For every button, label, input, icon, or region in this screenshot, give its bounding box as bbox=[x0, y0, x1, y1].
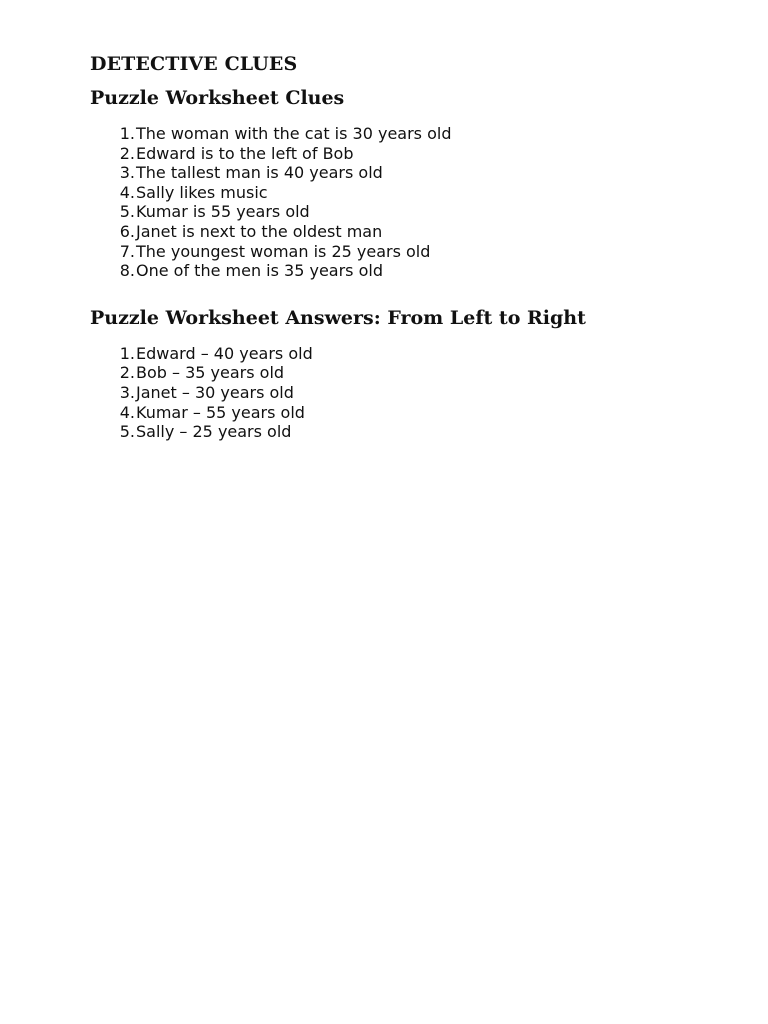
list-item bbox=[90, 163, 710, 183]
list-item-text: Sally likes music bbox=[136, 182, 268, 202]
list-item bbox=[90, 202, 710, 222]
answers-list bbox=[90, 344, 710, 442]
list-item-number: 3. bbox=[119, 382, 135, 402]
list-item bbox=[90, 144, 710, 164]
list-item bbox=[90, 124, 710, 144]
list-item bbox=[90, 242, 710, 262]
list-item-text: The woman with the cat is 30 years old bbox=[136, 124, 452, 143]
list-item-text: Janet is next to the oldest man bbox=[136, 221, 383, 241]
list-item-text: Edward – 40 years old bbox=[136, 343, 313, 363]
list-item-text: Kumar – 55 years old bbox=[136, 402, 305, 422]
list-item bbox=[90, 261, 710, 281]
clues-list bbox=[90, 124, 710, 281]
list-item-number: 2. bbox=[119, 143, 135, 163]
list-item bbox=[90, 363, 710, 383]
list-item-text: Janet – 30 years old bbox=[136, 382, 294, 402]
list-item-number: 2. bbox=[119, 363, 135, 383]
document-title: DETECTIVE CLUES bbox=[90, 53, 298, 75]
list-item-text: One of the men is 35 years old bbox=[136, 261, 383, 281]
clues-heading: Puzzle Worksheet Clues bbox=[90, 87, 345, 109]
list-item-number: 5. bbox=[119, 202, 135, 222]
list-item-number: 4. bbox=[119, 402, 135, 422]
list-item-text: Kumar is 55 years old bbox=[136, 202, 310, 222]
list-item bbox=[90, 183, 710, 203]
list-item-text: Bob – 35 years old bbox=[136, 363, 285, 383]
list-item bbox=[90, 422, 710, 442]
answers-heading: Puzzle Worksheet Answers: From Left to Right bbox=[90, 306, 586, 329]
list-item-number: 8. bbox=[119, 261, 135, 281]
list-item-text: Sally – 25 years old bbox=[136, 422, 292, 442]
list-item-number: 4. bbox=[119, 182, 135, 202]
list-item-text: The youngest woman is 25 years old bbox=[136, 241, 431, 261]
list-item-number: 3. bbox=[119, 163, 135, 183]
list-item-number: 1. bbox=[119, 124, 135, 143]
document-page bbox=[90, 52, 710, 442]
list-item-text: Edward is to the left of Bob bbox=[136, 143, 354, 163]
list-item bbox=[90, 383, 710, 403]
list-item-number: 6. bbox=[119, 221, 135, 241]
list-item bbox=[90, 344, 710, 364]
list-item bbox=[90, 222, 710, 242]
list-item-text: The tallest man is 40 years old bbox=[136, 163, 383, 183]
list-item-number: 5. bbox=[119, 422, 135, 442]
list-item bbox=[90, 403, 710, 423]
list-item-number: 1. bbox=[119, 343, 135, 363]
list-item-number: 7. bbox=[119, 241, 135, 261]
